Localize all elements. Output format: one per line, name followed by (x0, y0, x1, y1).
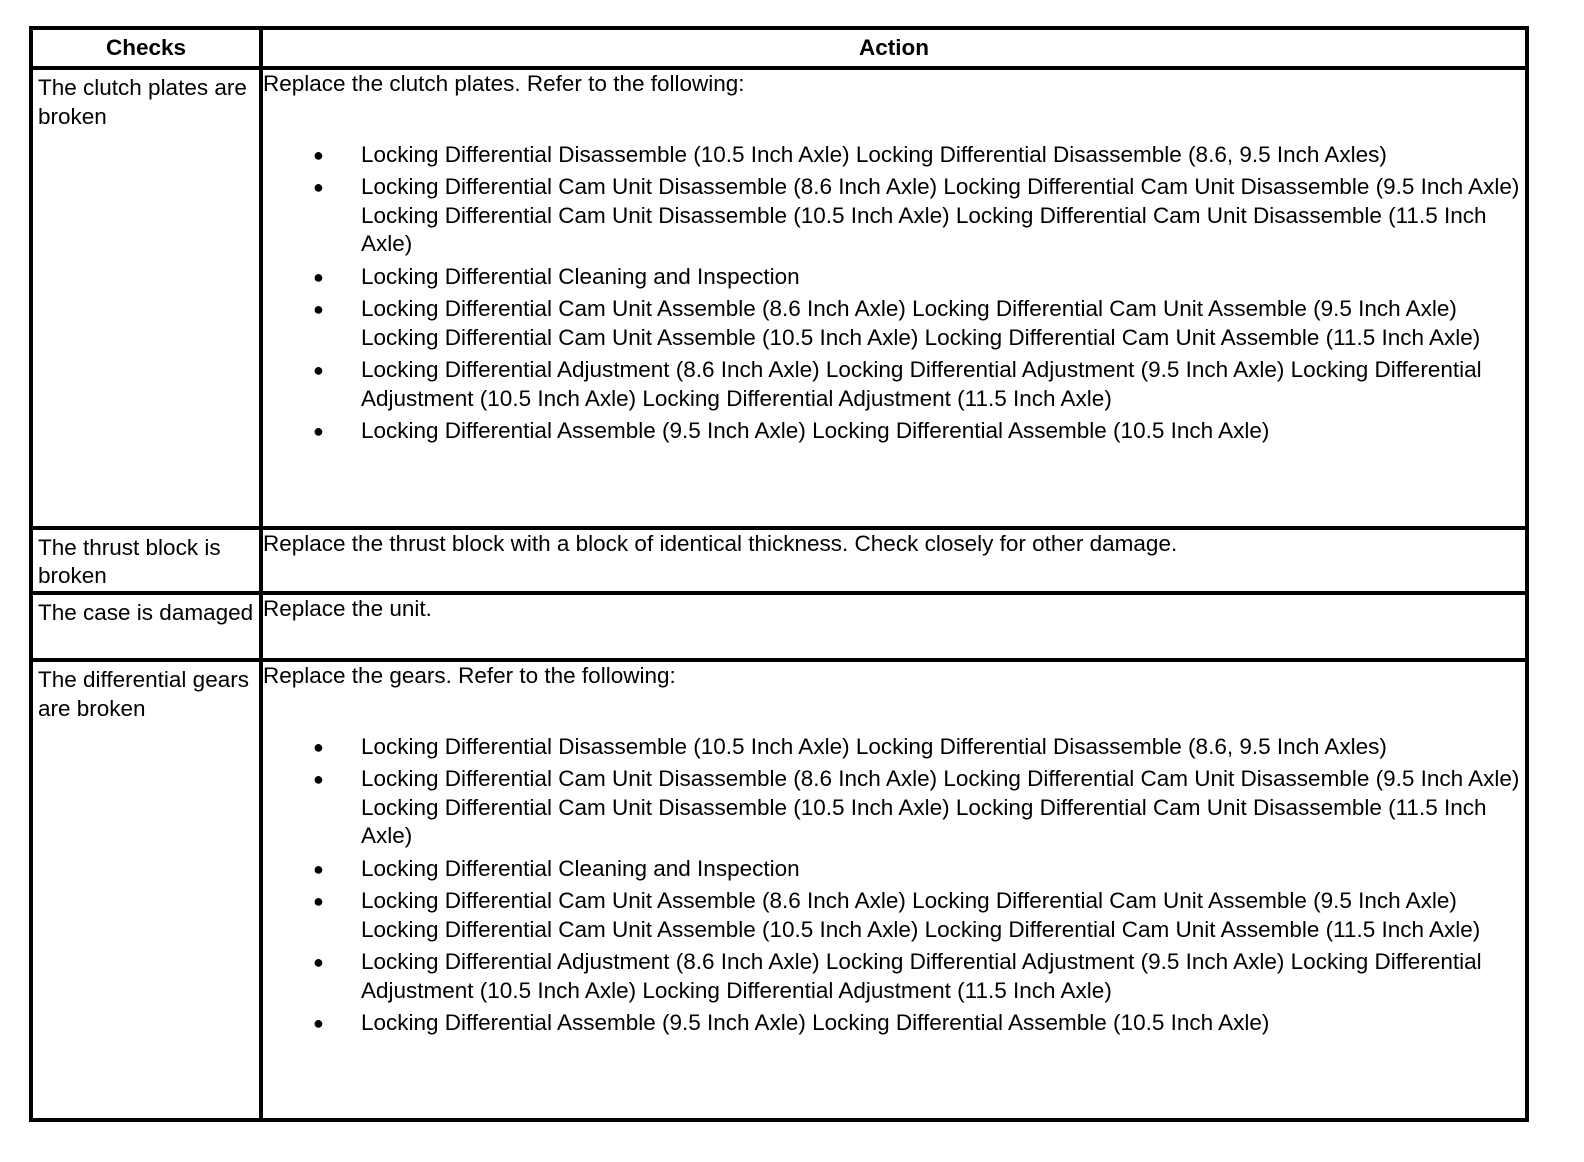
bullet-icon: ● (313, 421, 324, 441)
check-text: The clutch plates are broken (38, 75, 247, 129)
bullet-icon: ● (313, 952, 324, 973)
reference-item (263, 141, 1525, 170)
action-cell (261, 528, 1527, 594)
check-cell (31, 660, 261, 1120)
reference-item (263, 417, 1525, 446)
bullet-icon: ● (313, 858, 324, 879)
reference-text: Locking Differential Disassemble (10.5 Inch Axle) Locking Differential Disassemble (8.6, 9.5 Inch Axles) (361, 733, 1387, 759)
reference-item (263, 855, 1525, 884)
action-text: Replace the gears. Refer to the following: (263, 663, 676, 689)
reference-text: Locking Differential Adjustment (8.6 Inch Axle) Locking Differential Adjustment (9.5 Inch Axle) Locking Differential Adjustment (10.5 Inch Axle) Locking Differential Adjustment (11.5 Inch Axle) (361, 357, 1482, 411)
check-cell (31, 528, 261, 594)
table-header-row (31, 28, 1527, 68)
bullet-icon: ● (313, 1013, 324, 1034)
action-text: Replace the clutch plates. Refer to the following: (263, 71, 745, 96)
reference-item (263, 733, 1525, 762)
reference-list (263, 733, 1525, 1038)
action-column-header: Action (261, 28, 1527, 68)
table-row (31, 593, 1527, 660)
reference-list (263, 141, 1525, 446)
reference-text: Locking Differential Assemble (9.5 Inch Axle) Locking Differential Assemble (10.5 Inch Axle) (361, 1010, 1270, 1036)
reference-text: Locking Differential Disassemble (10.5 Inch Axle) Locking Differential Disassemble (8.6, 9.5 Inch Axles) (361, 141, 1387, 167)
check-cell (31, 68, 261, 528)
action-cell (261, 660, 1527, 1120)
reference-item (263, 1009, 1525, 1038)
reference-item (263, 263, 1525, 292)
bullet-icon: ● (313, 891, 324, 912)
checks-action-table (29, 26, 1529, 1122)
reference-text: Locking Differential Cam Unit Assemble (8.6 Inch Axle) Locking Differential Cam Unit Assemble (9.5 Inch Axle) Locking Differential Cam Unit Assemble (10.5 Inch Axle) Locking Differential Cam Unit Assemble (11.5 Inch Axle) (361, 888, 1481, 942)
bullet-icon: ● (313, 144, 324, 165)
check-text: The differential gears are broken (38, 667, 249, 721)
reference-text: Locking Differential Cam Unit Disassemble (8.6 Inch Axle) Locking Differential Cam Unit Disassemble (9.5 Inch Axle) Locking Differential Cam Unit Disassemble (10.5 Inch Axle) Locking Differential Cam Unit Disassemble (11.5 Inch Axle) (361, 174, 1520, 256)
reference-item (263, 356, 1525, 413)
bullet-icon: ● (313, 266, 324, 287)
check-text: The case is damaged (38, 600, 254, 626)
reference-item (263, 948, 1525, 1005)
reference-text: Locking Differential Adjustment (8.6 Inch Axle) Locking Differential Adjustment (9.5 Inch Axle) Locking Differential Adjustment (10.5 Inch Axle) Locking Differential Adjustment (11.5 Inch Axle) (361, 949, 1482, 1003)
reference-text: Locking Differential Cam Unit Disassemble (8.6 Inch Axle) Locking Differential Cam Unit Disassemble (9.5 Inch Axle) Locking Differential Cam Unit Disassemble (10.5 Inch Axle) Locking Differential Cam Unit Disassemble (11.5 Inch Axle) (361, 766, 1520, 849)
reference-item (263, 173, 1525, 259)
reference-text: Locking Differential Cam Unit Assemble (8.6 Inch Axle) Locking Differential Cam Unit Assemble (9.5 Inch Axle) Locking Differential Cam Unit Assemble (10.5 Inch Axle) Locking Differential Cam Unit Assemble (11.5 Inch Axle) (361, 296, 1481, 350)
reference-text: Locking Differential Assemble (9.5 Inch Axle) Locking Differential Assemble (10.5 Inch Axle) (361, 418, 1270, 443)
bullet-icon: ● (313, 769, 324, 790)
reference-text: Locking Differential Cleaning and Inspection (361, 855, 800, 881)
table-row (31, 528, 1527, 594)
action-text: Replace the thrust block with a block of identical thickness. Check closely for other damage. (263, 530, 1178, 556)
bullet-icon: ● (313, 736, 324, 757)
reference-text: Locking Differential Cleaning and Inspection (361, 263, 800, 289)
action-cell (261, 593, 1527, 660)
action-cell (261, 68, 1527, 528)
table-row (31, 68, 1527, 528)
check-cell (31, 593, 261, 660)
table-row (31, 660, 1527, 1120)
reference-item (263, 887, 1525, 944)
action-text: Replace the unit. (263, 596, 432, 622)
bullet-icon: ● (313, 299, 324, 319)
reference-item (263, 765, 1525, 851)
checks-column-header: Checks (31, 28, 261, 68)
check-text: The thrust block is broken (38, 534, 221, 589)
bullet-icon: ● (313, 177, 324, 197)
reference-item (263, 295, 1525, 352)
bullet-icon: ● (313, 360, 324, 380)
